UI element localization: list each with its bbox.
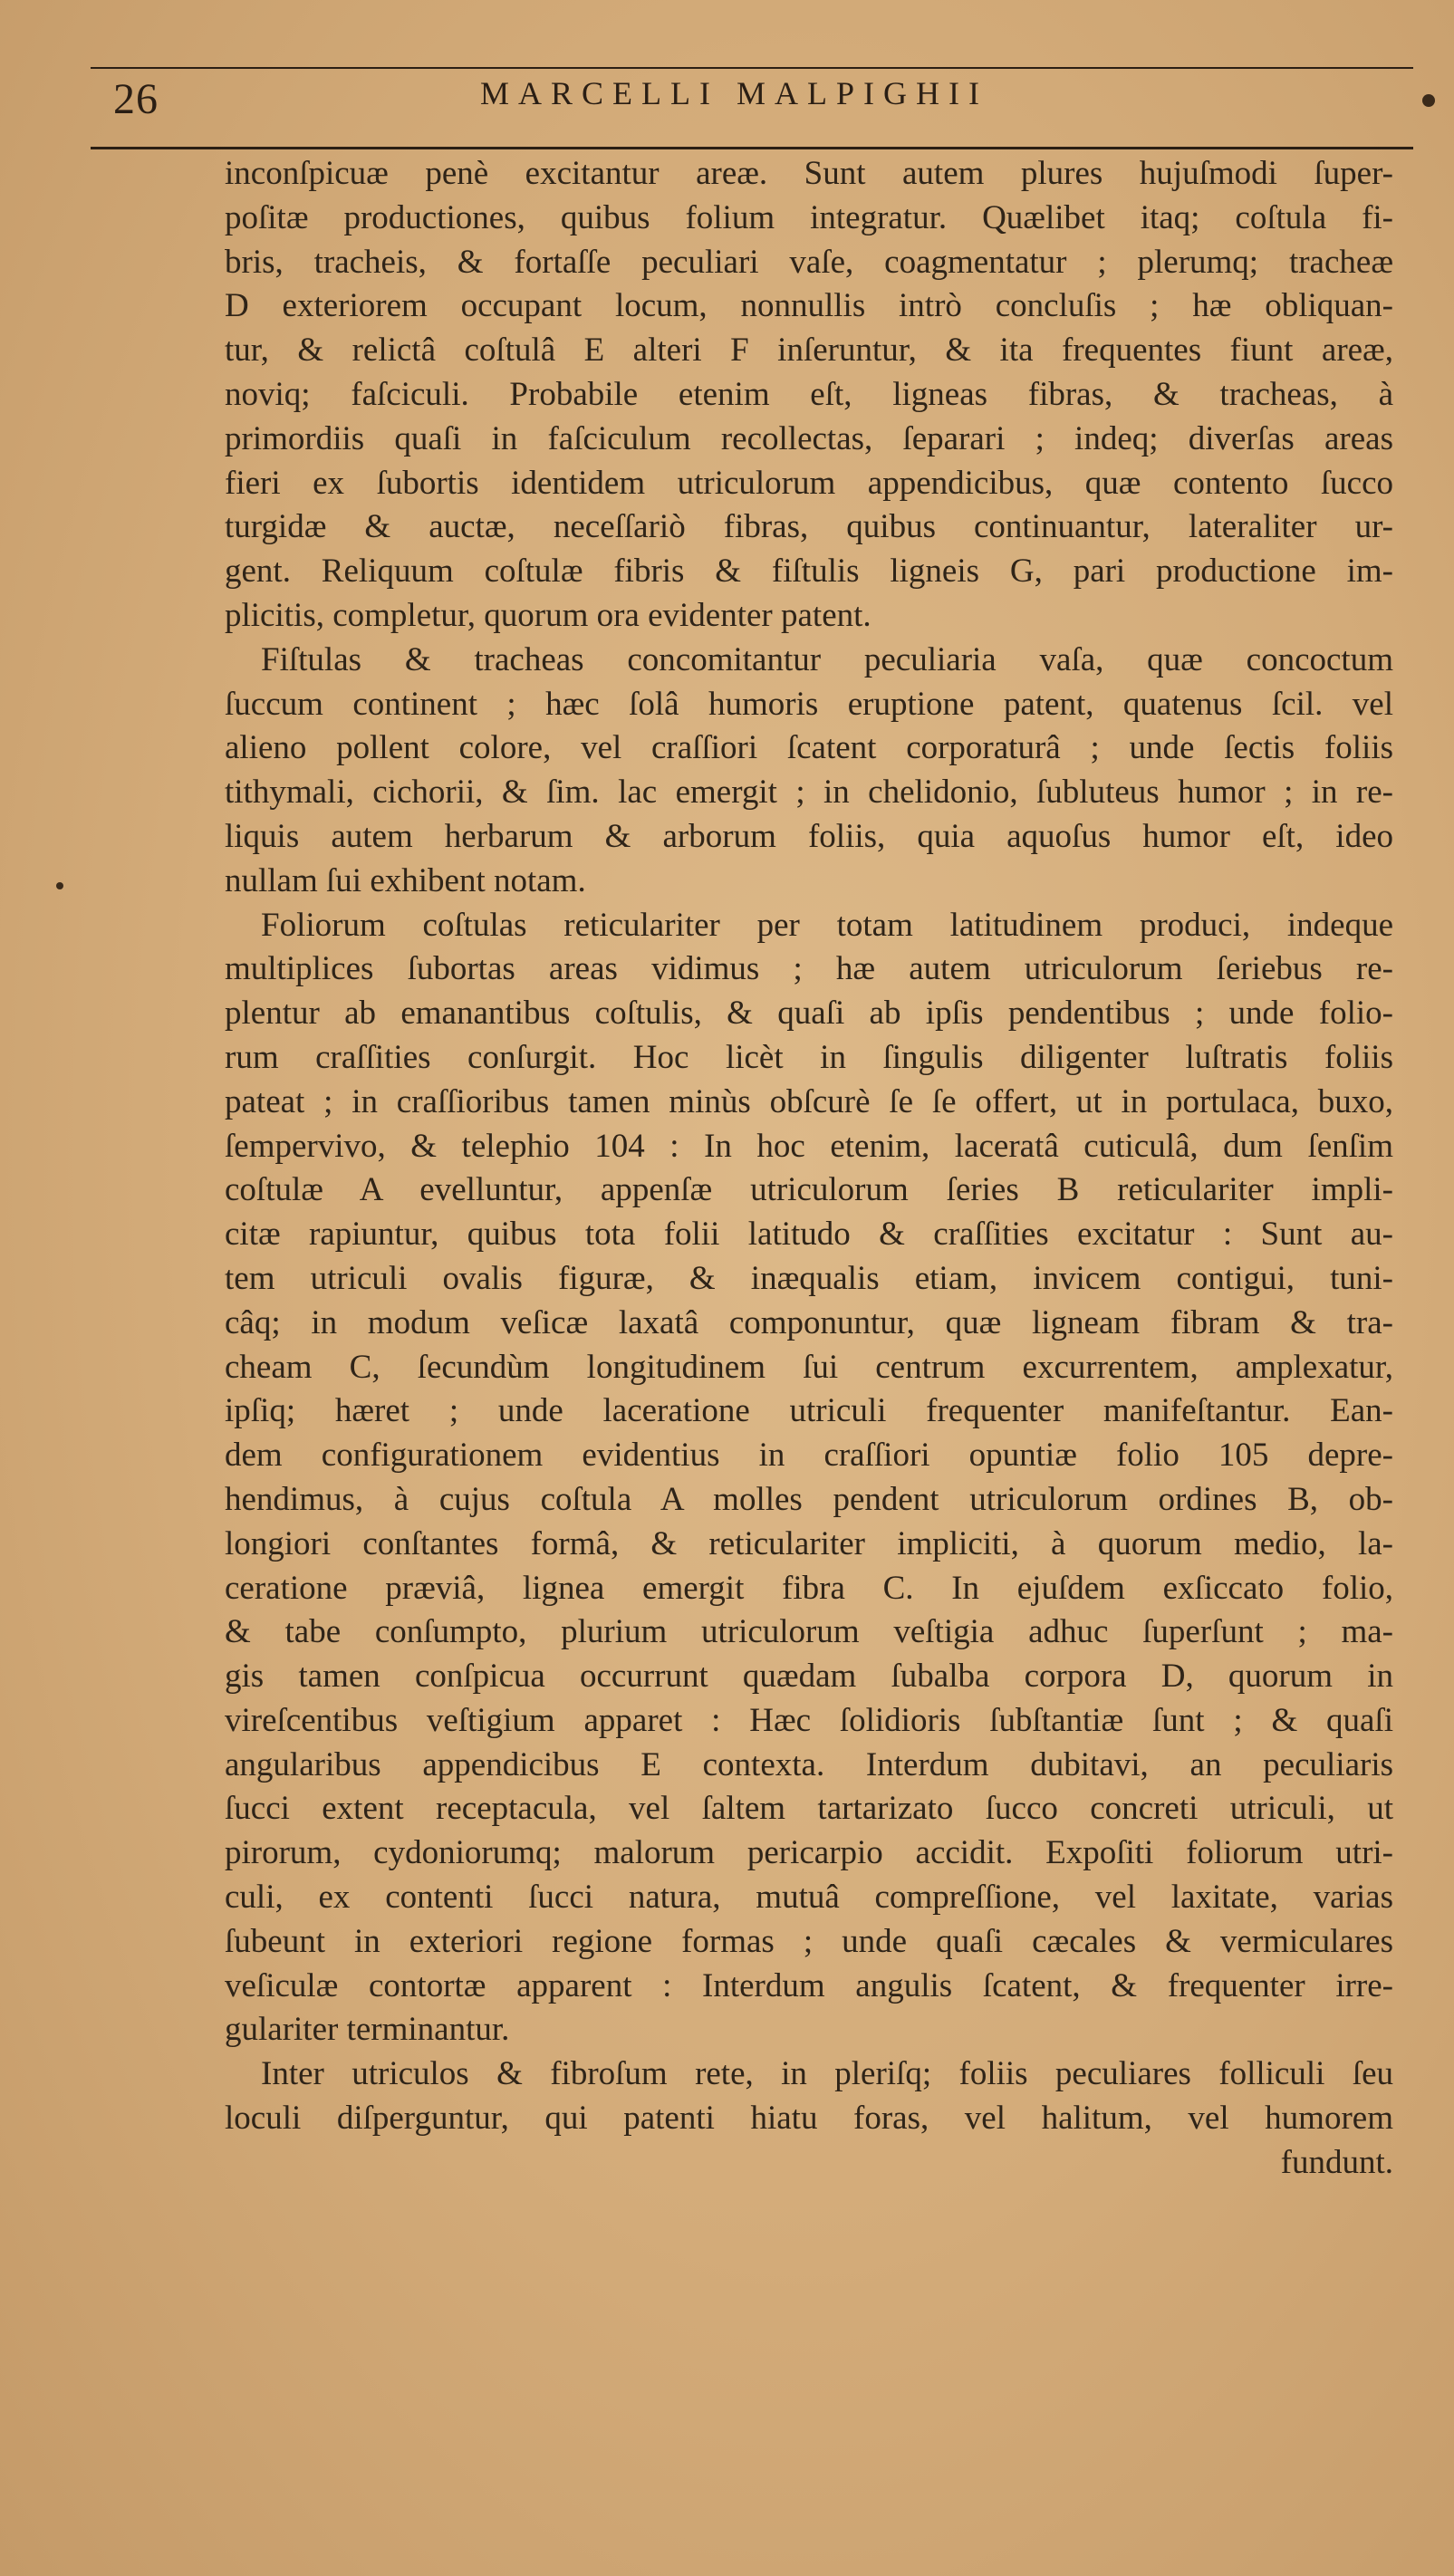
text-line: turgidæ & auctæ, neceſſariò fibras, quibus continuantur, lateraliter ur-	[225, 508, 1393, 546]
text-line: hendimus, à cujus coſtula A molles pendent utriculorum ordines B, ob-	[225, 1480, 1393, 1518]
text-line: tem utriculi ovalis figuræ, & inæqualis etiam, invicem contigui, tuni-	[225, 1259, 1393, 1297]
running-head	[480, 74, 988, 112]
text-line: cheam C, ſecundùm longitudinem ſui centrum excurrentem, amplexatur,	[225, 1348, 1393, 1386]
text-line: ceratione præviâ, lignea emergit fibra C. In ejuſdem exſiccato folio,	[225, 1569, 1393, 1607]
text-line: loculi diſperguntur, qui patenti hiatu foras, vel halitum, vel humorem	[225, 2100, 1393, 2138]
page-number: 26	[113, 75, 159, 123]
text-line: liquis autem herbarum & arborum foliis, quia aquoſus humor eſt, ideo	[225, 817, 1393, 855]
text-line: gulariter terminantur.	[225, 2011, 510, 2049]
text-line: veſiculæ contortæ apparent : Interdum angulis ſcatent, & frequenter irre-	[225, 1966, 1393, 2004]
text-line: ſuccum continent ; hæc ſolâ humoris eruptione patent, quatenus ſcil. vel	[225, 685, 1393, 723]
text-line: pirorum, cydoniorumq; malorum pericarpio accidit. Expoſiti foliorum utri-	[225, 1834, 1393, 1872]
header-top-rule	[91, 67, 1413, 69]
text-line: D exteriorem occupant locum, nonnullis intrò concluſis ; hæ obliquan-	[225, 287, 1393, 325]
text-line: multiplices ſubortas areas vidimus ; hæ autem utriculorum ſeriebus re-	[225, 950, 1393, 988]
text-line: alieno pollent colore, vel craſſiori ſcatent corporaturâ ; unde ſectis foliis	[225, 729, 1393, 767]
text-line: tithymali, cichorii, & ſim. lac emergit ; in chelidonio, ſubluteus humor ; in re-	[225, 774, 1393, 812]
text-line: ſucci extent receptacula, vel ſaltem tartarizato ſucco concreti utriculi, ut	[225, 1790, 1393, 1828]
margin-speck	[56, 882, 63, 889]
text-line: pateat ; in craſſioribus tamen minùs obſcurè ſe ſe offert, ut in portulaca, buxo,	[225, 1082, 1393, 1120]
text-line: nullam ſui exhibent notam.	[225, 861, 586, 899]
text-line: câq; in modum veſicæ laxatâ componuntur, quæ ligneam fibram & tra-	[225, 1303, 1393, 1341]
text-line: poſitæ productiones, quibus folium integratur. Quælibet itaq; coſtula fi-	[225, 198, 1393, 236]
text-line: tur, & relictâ coſtulâ E alteri F inſeruntur, & ita frequentes fiunt areæ,	[225, 332, 1393, 370]
text-line: plentur ab emanantibus coſtulis, & quaſi ab ipſis pendentibus ; unde folio-	[225, 995, 1393, 1033]
text-line: fieri ex ſubortis identidem utriculorum appendicibus, quæ contento ſucco	[225, 464, 1393, 502]
text-line: gis tamen conſpicua occurrunt quædam ſubalba corpora D, quorum in	[225, 1658, 1393, 1696]
text-line: plicitis, completur, quorum ora evidenter patent.	[225, 596, 871, 634]
body-text	[225, 152, 1393, 2186]
text-line: & tabe conſumpto, plurium utriculorum veſtigia adhuc ſuperſunt ; ma-	[225, 1613, 1393, 1651]
margin-speck	[1422, 94, 1435, 107]
text-line: inconſpicuæ penè excitantur areæ. Sunt autem plures hujuſmodi ſuper-	[225, 155, 1393, 192]
text-line: ſubeunt in exteriori regione formas ; unde quaſi cæcales & vermiculares	[225, 1922, 1393, 1960]
catchword: fundunt.	[1280, 2143, 1393, 2181]
text-line: rum craſſities conſurgit. Hoc licèt in ſingulis diligenter luſtratis foliis	[225, 1038, 1393, 1076]
text-line: longiori conſtantes formâ, & reticulariter impliciti, à quorum medio, la-	[225, 1524, 1393, 1562]
text-line: angularibus appendicibus E contexta. Interdum dubitavi, an peculiaris	[225, 1745, 1393, 1783]
text-line: culi, ex contenti ſucci natura, mutuâ compreſſione, vel laxitate, varias	[225, 1879, 1393, 1917]
text-line: vireſcentibus veſtigium apparet : Hæc ſolidioris ſubſtantiæ ſunt ; & quaſi	[225, 1701, 1393, 1739]
text-line: primordiis quaſi in faſciculum recollectas, ſeparari ; indeq; diverſas areas	[225, 419, 1393, 457]
text-line: bris, tracheis, & fortaſſe peculiari vaſe, coagmentatur ; plerumq; tracheæ	[225, 243, 1393, 281]
header-bottom-rule	[91, 147, 1413, 149]
running-head-text: MARCELLI MALPIGHII	[480, 75, 988, 111]
text-line: ipſiq; hæret ; unde laceratione utriculi frequenter manifeſtantur. Ean-	[225, 1392, 1393, 1430]
text-line: ſempervivo, & telephio 104 : In hoc etenim, laceratâ cuticulâ, dum ſenſim	[225, 1127, 1393, 1165]
text-line: dem configurationem evidentius in craſſiori opuntiæ folio 105 depre-	[225, 1437, 1393, 1475]
text-line: citæ rapiuntur, quibus tota folii latitudo & craſſities excitatur : Sunt au-	[225, 1216, 1393, 1254]
text-line: noviq; faſciculi. Probabile etenim eſt, ligneas fibras, & tracheas, à	[225, 375, 1393, 413]
text-line: Foliorum coſtulas reticulariter per totam latitudinem produci, indeque	[261, 906, 1393, 944]
text-line: coſtulæ A evelluntur, appenſæ utriculorum ſeries B reticulariter impli-	[225, 1171, 1393, 1209]
text-line: Fiſtulas & tracheas concomitantur peculiaria vaſa, quæ concoctum	[261, 640, 1393, 678]
text-line: gent. Reliquum coſtulæ fibris & fiſtulis ligneis G, pari productione im-	[225, 553, 1393, 591]
text-line: Inter utriculos & fibroſum rete, in pleriſq; foliis peculiares folliculi ſeu	[261, 2055, 1393, 2093]
